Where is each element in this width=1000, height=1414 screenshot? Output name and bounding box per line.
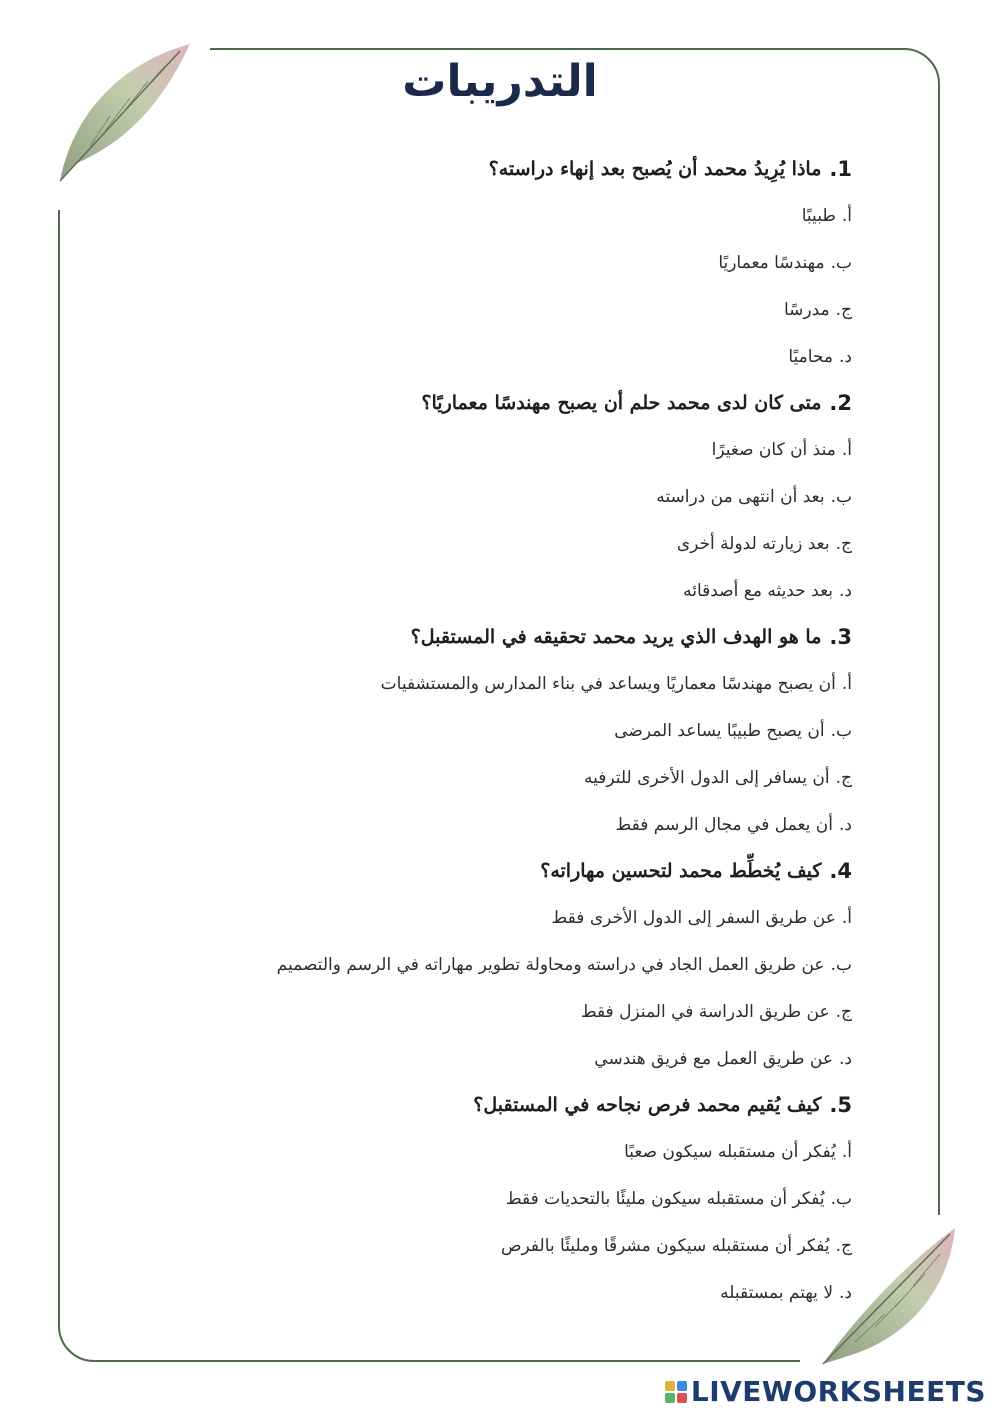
brand-name: LIVEWORKSHEETS — [690, 1375, 986, 1408]
option-letter: ج. — [835, 1001, 852, 1022]
liveworksheets-footer — [665, 1375, 986, 1408]
question-number: 3. — [829, 625, 852, 649]
option-letter: أ. — [841, 673, 852, 694]
option-text: بعد حديثه مع أصدقائه — [683, 580, 834, 601]
question-5 — [132, 1082, 852, 1128]
option-letter: ج. — [835, 767, 852, 788]
option-text: أن يصبح طبيبًا يساعد المرضى — [614, 720, 825, 741]
answer-option[interactable] — [132, 1175, 852, 1222]
option-letter: د. — [839, 814, 852, 835]
option-text: بعد زيارته لدولة أخرى — [676, 533, 830, 554]
answer-option[interactable] — [132, 567, 852, 614]
option-text: بعد أن انتهى من دراسته — [656, 486, 825, 507]
option-letter: ب. — [830, 252, 852, 273]
page-title: التدريبات — [402, 56, 598, 107]
answer-option[interactable] — [132, 286, 852, 333]
option-letter: ب. — [830, 486, 852, 507]
answer-option[interactable] — [132, 333, 852, 380]
answer-option[interactable] — [132, 754, 852, 801]
answer-option[interactable] — [132, 473, 852, 520]
question-2 — [132, 380, 852, 426]
option-letter: أ. — [841, 205, 852, 226]
option-letter: أ. — [841, 439, 852, 460]
option-text: أن يصبح مهندسًا معماريًا ويساعد في بناء المدارس والمستشفيات — [380, 673, 836, 694]
option-letter: د. — [839, 1048, 852, 1069]
answer-option[interactable] — [132, 1128, 852, 1175]
option-text: مدرسًا — [783, 299, 830, 320]
question-text: كيف يُخطِّط محمد لتحسين مهاراته؟ — [540, 860, 822, 882]
option-text: عن طريق العمل الجاد في دراسته ومحاولة تطوير مهاراته في الرسم والتصميم — [276, 954, 825, 975]
question-1 — [132, 146, 852, 192]
option-text: مهندسًا معماريًا — [718, 252, 825, 273]
question-text: ما هو الهدف الذي يريد محمد تحقيقه في المستقبل؟ — [410, 626, 822, 648]
option-text: يُفكر أن مستقبله سيكون صعبًا — [624, 1141, 836, 1162]
option-text: يُفكر أن مستقبله سيكون مليئًا بالتحديات فقط — [505, 1188, 825, 1209]
option-letter: د. — [839, 346, 852, 367]
option-letter: ج. — [835, 299, 852, 320]
question-text: ماذا يُرِيدُ محمد أن يُصبح بعد إنهاء دراسته؟ — [488, 158, 822, 180]
option-text: لا يهتم بمستقبله — [720, 1282, 834, 1303]
question-number: 4. — [829, 859, 852, 883]
answer-option[interactable] — [132, 1269, 852, 1316]
option-letter: أ. — [841, 907, 852, 928]
option-letter: أ. — [841, 1141, 852, 1162]
option-text: عن طريق السفر إلى الدول الأخرى فقط — [551, 907, 836, 928]
option-text: محاميًا — [788, 346, 834, 367]
question-number: 5. — [829, 1093, 852, 1117]
liveworksheets-logo-icon — [665, 1381, 687, 1403]
option-letter: ب. — [830, 720, 852, 741]
question-text: متى كان لدى محمد حلم أن يصبح مهندسًا معماريًا؟ — [421, 392, 822, 414]
option-text: عن طريق الدراسة في المنزل فقط — [580, 1001, 830, 1022]
question-text: كيف يُقيم محمد فرص نجاحه في المستقبل؟ — [473, 1094, 822, 1116]
answer-option[interactable] — [132, 426, 852, 473]
question-number: 1. — [829, 157, 852, 181]
option-text: عن طريق العمل مع فريق هندسي — [594, 1048, 834, 1069]
question-number: 2. — [829, 391, 852, 415]
question-4 — [132, 848, 852, 894]
answer-option[interactable] — [132, 801, 852, 848]
answer-option[interactable] — [132, 239, 852, 286]
answer-option[interactable] — [132, 894, 852, 941]
answer-option[interactable] — [132, 988, 852, 1035]
option-letter: ج. — [835, 533, 852, 554]
answer-option[interactable] — [132, 941, 852, 988]
option-letter: ج. — [835, 1235, 852, 1256]
option-text: أن يسافر إلى الدول الأخرى للترفيه — [584, 767, 830, 788]
answer-option[interactable] — [132, 192, 852, 239]
answer-option[interactable] — [132, 660, 852, 707]
option-text: يُفكر أن مستقبله سيكون مشرقًا ومليئًا بالفرص — [501, 1235, 830, 1256]
answer-option[interactable] — [132, 707, 852, 754]
option-letter: ب. — [830, 954, 852, 975]
option-text: طبيبًا — [801, 205, 836, 226]
option-text: أن يعمل في مجال الرسم فقط — [615, 814, 834, 835]
option-text: منذ أن كان صغيرًا — [711, 439, 836, 460]
option-letter: د. — [839, 1282, 852, 1303]
questions-list — [132, 146, 852, 1316]
option-letter: د. — [839, 580, 852, 601]
answer-option[interactable] — [132, 1035, 852, 1082]
answer-option[interactable] — [132, 520, 852, 567]
answer-option[interactable] — [132, 1222, 852, 1269]
option-letter: ب. — [830, 1188, 852, 1209]
question-3 — [132, 614, 852, 660]
